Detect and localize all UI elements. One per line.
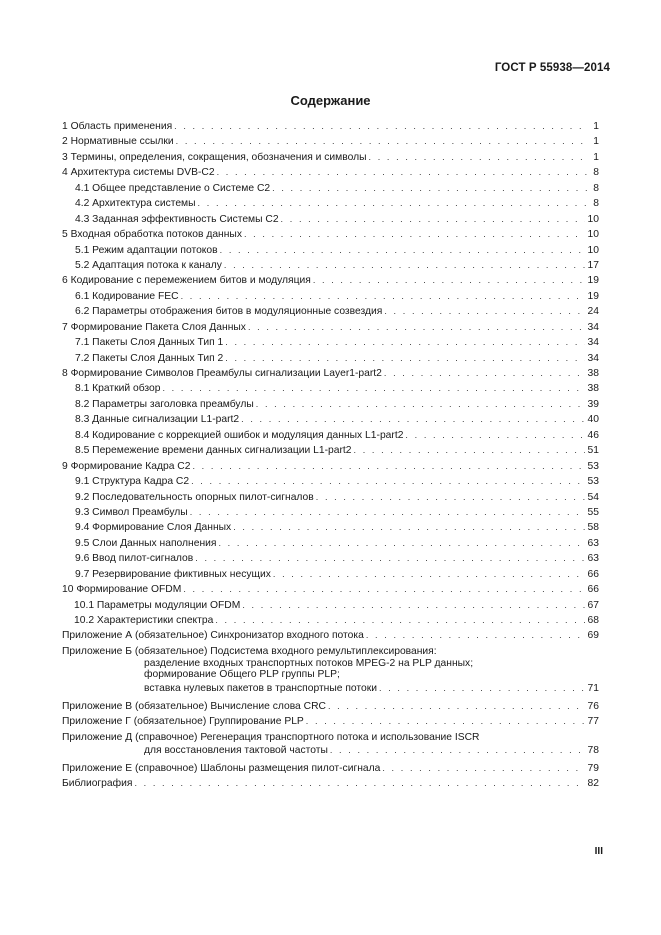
toc-leader <box>218 536 584 551</box>
toc-entry[interactable] <box>62 165 599 180</box>
toc-entry-title: 6.1 Кодирование FEC <box>75 290 179 302</box>
toc-main-list <box>62 119 599 644</box>
toc-entry[interactable] <box>62 273 599 288</box>
toc-leader <box>354 443 585 458</box>
toc-leader <box>330 743 585 758</box>
toc-page-number: 38 <box>587 383 599 395</box>
toc-entry-title: 4 Архитектура системы DVB-C2 <box>62 167 215 179</box>
toc-page-number: 77 <box>587 716 599 728</box>
toc-leader <box>217 165 588 180</box>
appendix-d-title: Приложение Д (справочное) Регенерация транспортного потока и использование ISCR <box>62 731 480 743</box>
toc-page-number: 66 <box>587 568 599 580</box>
toc-entry[interactable] <box>62 776 599 791</box>
toc-entry-title: 5 Входная обработка потоков данных <box>62 229 242 241</box>
toc-entry-title: 9.2 Последовательность опорных пилот-сигналов <box>75 491 314 503</box>
toc-entry[interactable] <box>62 443 599 458</box>
toc-page-number: 1 <box>593 136 599 148</box>
toc-entry[interactable] <box>62 520 599 535</box>
toc-page-number: 82 <box>587 778 599 790</box>
page-number: III <box>594 846 603 857</box>
toc-page-number: 79 <box>587 762 599 774</box>
toc-leader <box>272 181 588 196</box>
toc-entry[interactable] <box>62 258 599 273</box>
toc-entry[interactable] <box>62 551 599 566</box>
toc-leader <box>369 150 588 165</box>
toc-appendix-list <box>62 699 599 730</box>
toc-leader <box>183 582 584 597</box>
toc-leader <box>176 134 588 149</box>
toc-entry-title: 9.7 Резервирование фиктивных несущих <box>75 568 271 580</box>
toc-entry[interactable] <box>62 243 599 258</box>
toc-leader <box>220 243 585 258</box>
appendix-b-title: Приложение Б (обязательное) Подсистема входного ремультиплексирования: <box>62 645 437 657</box>
toc-entry-title: 8.5 Перемежение времени данных сигнализации L1-part2 <box>75 445 352 457</box>
toc-entry-title: 8 Формирование Символов Преамбулы сигнализации Layer1-part2 <box>62 368 382 379</box>
toc-entry-title: 1 Область применения <box>62 121 173 132</box>
toc-entry[interactable] <box>62 304 599 319</box>
toc-entry-title: 6 Кодирование с перемежением битов и модуляция <box>62 275 311 287</box>
toc-leader <box>306 714 585 729</box>
toc-page-number: 8 <box>593 182 599 194</box>
toc-entry[interactable] <box>62 714 599 729</box>
toc-entry[interactable] <box>62 582 599 597</box>
toc-entry-title: 4.3 Заданная эффективность Системы C2 <box>75 213 279 225</box>
toc-leader <box>198 196 588 211</box>
toc-entry[interactable] <box>62 227 599 242</box>
toc-page-number: 34 <box>587 321 599 333</box>
toc-page-number: 8 <box>593 167 599 179</box>
toc-entry-title: 4.2 Архитектура системы <box>75 198 196 210</box>
toc-leader <box>225 335 584 350</box>
toc-leader <box>379 681 585 696</box>
toc-entry-appendix-b[interactable] <box>62 646 599 697</box>
toc-leader <box>382 761 584 776</box>
toc-page-number: 10 <box>587 229 599 241</box>
toc-final-list <box>62 761 599 792</box>
toc-leader <box>233 520 584 535</box>
toc-page-number: 34 <box>587 337 599 349</box>
toc-leader <box>384 366 585 381</box>
appendix-b-line-3: формирование Общего PLP группы PLP; <box>144 669 340 681</box>
toc-entry-title: Приложение А (обязательное) Синхронизатор входного потока <box>62 630 364 642</box>
toc-entry-title: 7 Формирование Пакета Слоя Данных <box>62 321 246 333</box>
toc-leader <box>224 258 585 273</box>
toc-leader <box>134 776 584 791</box>
toc-entry-title: 8.4 Кодирование с коррекцией ошибок и модуляция данных L1-part2 <box>75 429 404 441</box>
toc-page-number: 34 <box>587 352 599 364</box>
toc-entry[interactable] <box>62 613 599 628</box>
toc-page-number: 10 <box>587 244 599 256</box>
toc-entry-title: 5.2 Адаптация потока к каналу <box>75 259 222 271</box>
toc-page-number: 76 <box>587 700 599 712</box>
toc-entry-title: Библиография <box>62 778 133 790</box>
toc-page-number: 63 <box>587 553 599 565</box>
toc-page-number: 24 <box>587 306 599 318</box>
toc-entry-title: 9.3 Символ Преамбулы <box>75 506 188 518</box>
toc-entry-title: 9.4 Формирование Слоя Данных <box>75 522 232 534</box>
toc-entry-title: 4.1 Общее представление о Системе C2 <box>75 182 271 194</box>
appendix-b-line-4: вставка нулевых пакетов в транспортные потоки <box>144 683 377 695</box>
toc-leader <box>405 428 584 443</box>
toc-entry-title: 10.1 Параметры модуляции OFDM <box>74 599 241 611</box>
toc-entry[interactable] <box>62 196 599 211</box>
toc-entry-title: 7.2 Пакеты Слоя Данных Тип 2 <box>75 352 224 364</box>
document-number: ГОСТ Р 55938—2014 <box>494 62 610 74</box>
toc-page-number: 78 <box>587 745 599 757</box>
toc-page-number: 53 <box>587 476 599 488</box>
toc-page-number: 68 <box>587 615 599 626</box>
toc-entry[interactable] <box>62 490 599 505</box>
toc-page-number: 55 <box>587 506 599 518</box>
toc-entry-title: 9.5 Слои Данных наполнения <box>75 537 217 549</box>
toc-page-number: 67 <box>587 599 599 611</box>
toc-leader <box>190 505 585 520</box>
toc-page-number: 17 <box>587 259 599 271</box>
toc-leader <box>191 474 584 489</box>
toc-page-number: 39 <box>587 398 599 410</box>
toc-page-number: 19 <box>587 275 599 287</box>
toc-leader <box>273 567 585 582</box>
toc-entry[interactable] <box>62 428 599 443</box>
toc-page-number: 40 <box>587 414 599 426</box>
toc-entry[interactable] <box>62 212 599 227</box>
toc-page-number: 58 <box>587 522 599 534</box>
toc-leader <box>242 598 584 613</box>
toc-entry-title: 9.6 Ввод пилот-сигналов <box>75 553 194 565</box>
toc-page-number: 66 <box>587 584 599 596</box>
toc-entry[interactable] <box>62 628 599 643</box>
toc-entry-title: 2 Нормативные ссылки <box>62 136 174 148</box>
appendix-d-last-line <box>62 743 599 758</box>
appendix-b-last-line <box>62 681 599 696</box>
toc-leader <box>215 613 584 628</box>
toc-entry-title: 7.1 Пакеты Слоя Данных Тип 1 <box>75 337 224 349</box>
toc-entry-title: 8.1 Краткий обзор <box>75 383 161 395</box>
page-title: Содержание <box>290 93 371 108</box>
toc-entry-title: 10 Формирование OFDM <box>62 584 182 596</box>
table-of-contents <box>62 119 599 792</box>
toc-entry[interactable] <box>62 119 599 134</box>
toc-entry[interactable] <box>62 598 599 613</box>
toc-entry[interactable] <box>62 397 599 412</box>
toc-leader <box>256 397 585 412</box>
appendix-b-line-2: разделение входных транспортных потоков MPEG-2 на PLP данных; <box>144 657 474 669</box>
toc-entry[interactable] <box>62 150 599 165</box>
toc-leader <box>384 304 584 319</box>
toc-entry[interactable] <box>62 289 599 304</box>
toc-entry-title: 9 Формирование Кадра C2 <box>62 460 191 472</box>
toc-leader <box>195 551 584 566</box>
toc-page-number: 54 <box>587 491 599 503</box>
toc-leader <box>366 628 585 643</box>
toc-entry-title: Приложение В (обязательное) Вычисление слова CRC <box>62 700 326 712</box>
toc-leader <box>181 289 585 304</box>
toc-leader <box>316 490 585 505</box>
toc-entry[interactable] <box>62 320 599 335</box>
toc-leader <box>281 212 585 227</box>
toc-leader <box>225 351 584 366</box>
toc-page-number: 51 <box>587 445 599 457</box>
toc-leader <box>162 381 584 396</box>
toc-leader <box>313 273 585 288</box>
toc-entry-title: 9.1 Структура Кадра C2 <box>75 476 190 488</box>
toc-page-number: 8 <box>593 198 599 210</box>
toc-page-number: 1 <box>593 151 599 163</box>
toc-entry-title: 3 Термины, определения, сокращения, обозначения и символы <box>62 151 367 163</box>
toc-entry-title: 8.2 Параметры заголовка преамбулы <box>75 398 254 410</box>
toc-page-number: 53 <box>587 460 599 472</box>
toc-entry-title: 8.3 Данные сигнализации L1-part2 <box>75 414 240 426</box>
toc-page-number: 38 <box>587 368 599 379</box>
toc-entry[interactable] <box>62 459 599 474</box>
toc-entry[interactable] <box>62 181 599 196</box>
toc-page-number: 1 <box>593 121 599 132</box>
appendix-d-line-2: для восстановления тактовой частоты <box>144 745 328 757</box>
toc-entry[interactable] <box>62 505 599 520</box>
toc-page-number: 19 <box>587 290 599 302</box>
toc-leader <box>241 412 584 427</box>
toc-page-number: 63 <box>587 537 599 549</box>
toc-entry[interactable] <box>62 335 599 350</box>
toc-entry[interactable] <box>62 134 599 149</box>
toc-entry[interactable] <box>62 381 599 396</box>
toc-entry-appendix-d[interactable] <box>62 732 599 759</box>
toc-leader <box>248 320 585 335</box>
toc-entry[interactable] <box>62 567 599 582</box>
toc-entry[interactable] <box>62 699 599 714</box>
toc-entry[interactable] <box>62 761 599 776</box>
toc-entry-title: 10.2 Характеристики спектра <box>74 615 214 626</box>
toc-page-number: 71 <box>587 683 599 695</box>
toc-entry-title: Приложение Е (справочное) Шаблоны размещения пилот-сигнала <box>62 762 381 774</box>
toc-leader <box>244 227 585 242</box>
toc-entry-title: Приложение Г (обязательное) Группирование PLP <box>62 716 304 728</box>
toc-page-number: 46 <box>587 429 599 441</box>
toc-entry[interactable] <box>62 474 599 489</box>
toc-entry[interactable] <box>62 412 599 427</box>
toc-entry[interactable] <box>62 351 599 366</box>
toc-entry[interactable] <box>62 536 599 551</box>
toc-leader <box>328 699 585 714</box>
toc-page-number: 69 <box>587 630 599 642</box>
toc-entry[interactable] <box>62 366 599 381</box>
toc-page-number: 10 <box>587 213 599 225</box>
toc-entry-title: 5.1 Режим адаптации потоков <box>75 244 218 256</box>
toc-leader <box>174 119 588 134</box>
toc-leader <box>192 459 584 474</box>
toc-entry-title: 6.2 Параметры отображения битов в модуляционные созвездия <box>75 306 383 318</box>
